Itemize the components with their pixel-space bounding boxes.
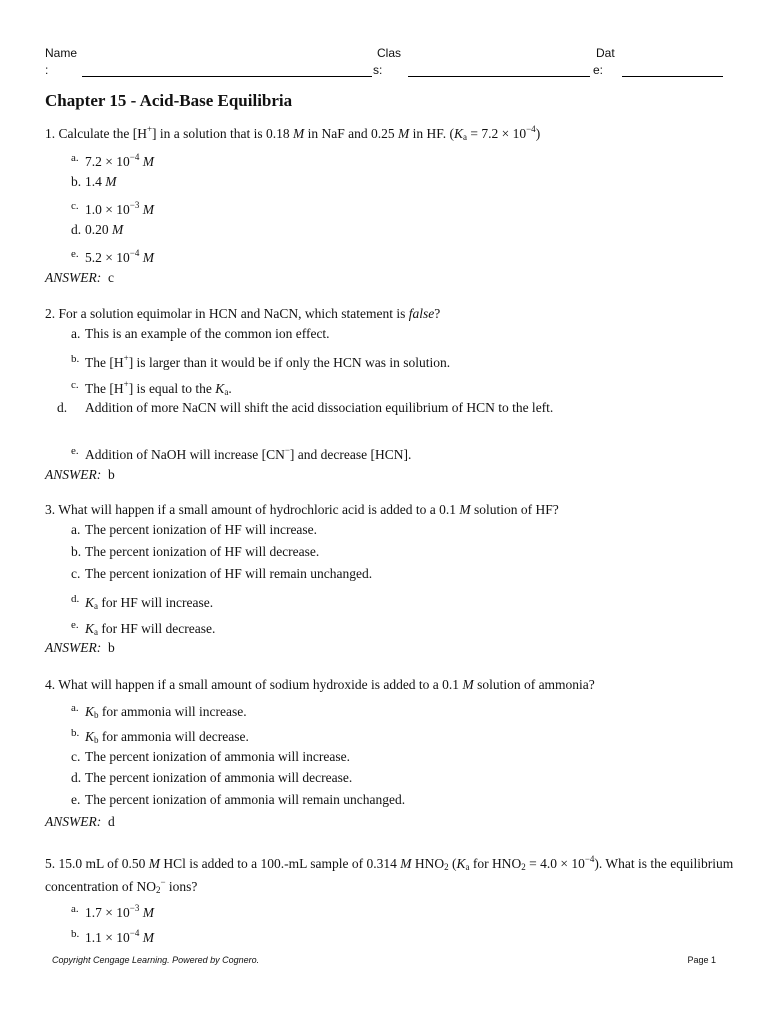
date-field-line[interactable] [622, 76, 723, 77]
q3-answer: ANSWER: b [45, 640, 115, 655]
question-5-text: 5. 15.0 mL of 0.50 M HCl is added to a 100.-mL sample of 0.314 M $HNO_2$ ($K_a$ for $HNO_2 = 4.0 \times 10^{-4}$). What is the equilibrium concentration of $NO_2^-$ ions? [45, 854, 734, 895]
q3-option-c[interactable]: c. The percent ionization of HF will remain unchanged. [71, 566, 373, 581]
question-2-text: 2. For a solution equimolar in HCN and NaCN, which statement is false? [45, 306, 441, 321]
q1-answer: ANSWER: c [45, 270, 114, 285]
q2-answer: ANSWER: b [45, 467, 115, 482]
q4-option-e[interactable]: e. The percent ionization of ammonia will remain unchanged. [71, 792, 406, 807]
q1-option-b[interactable]: b. 1.4 M [71, 174, 117, 189]
q3-option-b[interactable]: b. The percent ionization of HF will decrease. [71, 544, 320, 559]
q2-option-b[interactable]: b. The [H+] is larger than it would be if only the HCN was in solution. [71, 353, 451, 370]
page-number: Page 1 [687, 955, 716, 965]
q2-option-c[interactable]: c. The [H+] is equal to the $K_a$. [71, 379, 232, 397]
q2-option-a[interactable]: a. This is an example of the common ion effect. [71, 326, 330, 341]
footer-copyright: Copyright Cengage Learning. Powered by Cognero. [52, 955, 260, 965]
date-label: Dat [596, 46, 615, 60]
name-label: Name [45, 46, 78, 60]
class-field-line[interactable] [408, 76, 590, 77]
q3-option-d[interactable]: d. $K_a$ for HF will increase. [71, 593, 214, 611]
q2-option-e[interactable]: e. Addition of NaOH will increase [CN−] and decrease [HCN]. [71, 445, 412, 462]
q1-option-d[interactable]: d. 0.20 M [71, 222, 124, 237]
name-field-line[interactable] [82, 76, 372, 77]
name-colon: : [45, 63, 49, 77]
q3-option-a[interactable]: a. The percent ionization of HF will increase. [71, 522, 318, 537]
q1-option-e[interactable]: e. $5.2 \times 10^{-4}$ M [71, 248, 154, 265]
date-colon: e: [593, 63, 604, 77]
q4-option-a[interactable]: a. $K_b$ for ammonia will increase. [71, 702, 247, 720]
q3-option-e[interactable]: e. $K_a$ for HF will decrease. [71, 619, 216, 637]
chapter-title: Chapter 15 - Acid-Base Equilibria [45, 91, 293, 110]
q5-option-b[interactable]: b. $1.1 \times 10^{-4}$ M [71, 928, 154, 945]
q2-option-d[interactable]: d. Addition of more NaCN will shift the acid dissociation equilibrium of HCN to the left. [57, 400, 554, 415]
q4-option-c[interactable]: c. The percent ionization of ammonia will increase. [71, 749, 351, 764]
question-4-text: 4. What will happen if a small amount of sodium hydroxide is added to a 0.1 M solution of ammonia? [45, 677, 595, 692]
q4-option-b[interactable]: b. $K_b$ for ammonia will decrease. [71, 727, 249, 745]
q1-option-a[interactable]: a. $7.2 \times 10^{-4}$ M [71, 152, 154, 169]
q4-answer: ANSWER: d [45, 814, 115, 829]
question-1-text: 1. Calculate the [H+] in a solution that is 0.18 M in NaF and 0.25 M in HF. $(K_a = 7.2 \times 10^{-4})$ [45, 124, 541, 142]
q5-option-a[interactable]: a. $1.7 \times 10^{-3}$ M [71, 903, 154, 920]
q4-option-d[interactable]: d. The percent ionization of ammonia will decrease. [71, 770, 353, 785]
q1-option-c[interactable]: c. $1.0 \times 10^{-3}$ M [71, 200, 154, 217]
question-3-text: 3. What will happen if a small amount of hydrochloric acid is added to a 0.1 M solution of HF? [45, 502, 559, 517]
class-colon: s: [373, 63, 383, 77]
class-label: Clas [377, 46, 402, 60]
